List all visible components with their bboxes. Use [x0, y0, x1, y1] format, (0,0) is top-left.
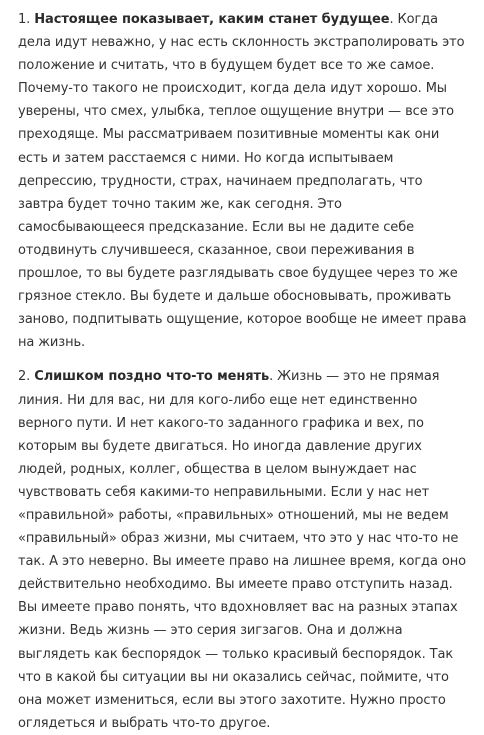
paragraph-1-text: . Когда дела идут неважно, у нас есть склонность экстраполировать это положение и считать, что в будущем будет все то же самое. Почему-то такого не происходит, когда дела идут хорошо. Мы уверены, что смех, улыбка, теплое ощущение внутри — все это преходяще. Мы рассматриваем позитивные моменты как они есть и затем расстаемся с ними. Но когда испытываем депрессию, трудности, страх, начинаем предполагать, что завтра будет точно таким же, как сегодня. Это самосбывающееся предсказание. Если вы не дадите себе отодвинуть случившееся, сказанное, свои переживания в прошлое, то вы будете разглядывать свое будущее через то же грязное стекло. Вы будете и дальше обосновывать, проживать заново, подпитывать ощущение, которое вообще не имеет права на жизнь.	[18, 12, 467, 351]
paragraph-1-number: 1.	[18, 12, 31, 27]
paragraph-1	[18, 8, 472, 354]
paragraph-2-heading: Слишком поздно что-то менять	[34, 369, 270, 385]
paragraph-2-text: . Жизнь — это не прямая линия. Ни для вас, ни для кого-либо еще нет единственно верного пути. И нет какого-то заданного графика и вех, по которым вы будете двигаться. Но иногда давление других людей, родных, коллег, общества в целом вынуждает нас чувствовать себя какими-то неправильными. Если у нас нет «правильной» работы, «правильных» отношений, мы не ведем «правильный» образ жизни, мы считаем, что это у нас что-то не так. А это неверно. Вы имеете право на лишнее время, когда оно действительно необходимо. Вы имеете право отступить назад. Вы имеете право понять, что вдохновляет вас на разных этапах жизни. Ведь жизнь — это серия зигзагов. Она и должна выглядеть как беспорядок — только красивый беспорядок. Так что в какой бы ситуации вы ни оказались сейчас, поймите, что она может измениться, если вы этого захотите. Нужно просто оглядеться и выбрать что-то другое.	[18, 369, 466, 731]
paragraph-2-number: 2.	[18, 369, 31, 385]
paragraph-2	[18, 365, 472, 735]
paragraph-1-heading: Настоящее показывает, каким станет будущее	[34, 12, 390, 27]
